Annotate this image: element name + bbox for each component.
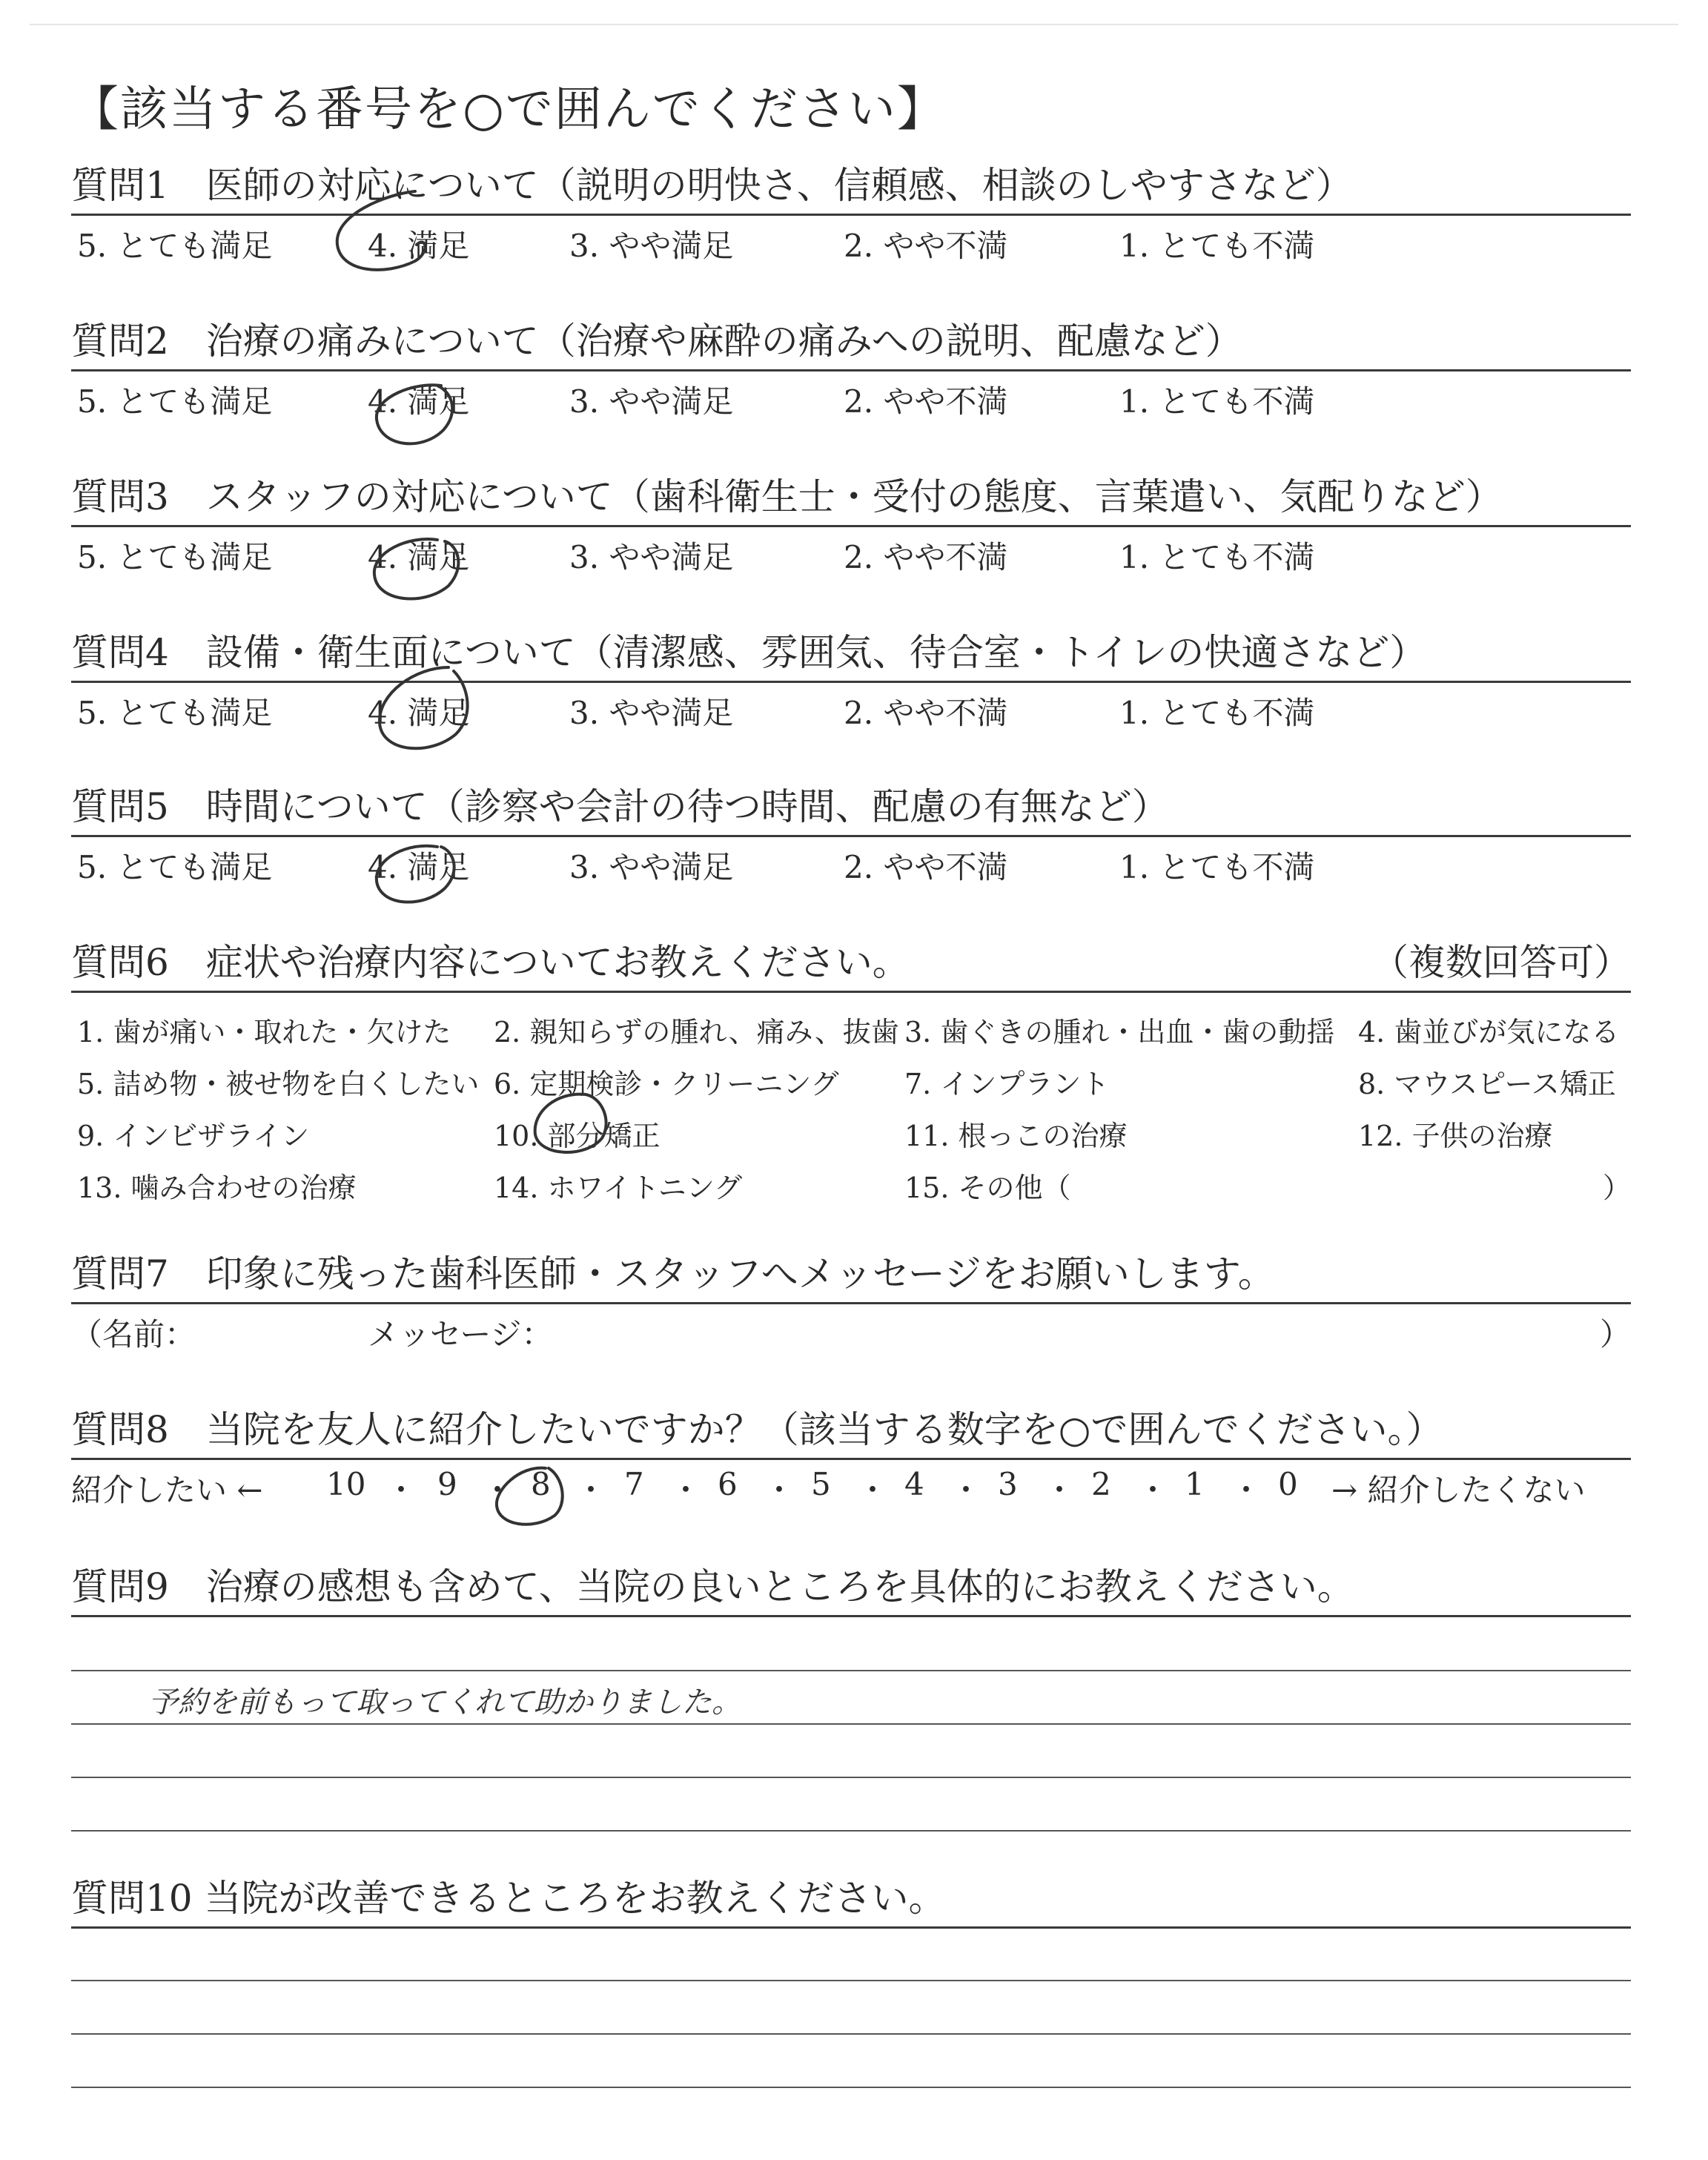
option-1[interactable]: 1. とても不満 (1119, 383, 1315, 420)
question-4-options (71, 683, 1631, 731)
option-2[interactable]: 2. やや不満 (844, 383, 1008, 420)
option-4[interactable]: 4. 満足 (368, 383, 470, 420)
treatment-option[interactable]: 7. インプラント (904, 1068, 1110, 1100)
question-6-heading-row (71, 939, 1631, 986)
scale-dot: ・ (764, 1472, 795, 1508)
scale-dot: ・ (1231, 1472, 1262, 1508)
question-2-heading: 質問2 治療の痛みについて（治療や麻酔の痛みへの説明、配慮など） (71, 320, 1242, 363)
treatment-option[interactable]: 11. 根っこの治療 (904, 1120, 1128, 1152)
question-3-heading: 質問3 スタッフの対応について（歯科衛生士・受付の態度、言葉遣い、気配りなど） (71, 475, 1503, 518)
referral-scale (71, 1460, 1631, 1508)
question-2 (71, 317, 1631, 420)
scale-number[interactable]: 10 (326, 1466, 366, 1502)
scale-number[interactable]: 8 (531, 1466, 551, 1502)
scale-left-label: 紹介したい ← (71, 1472, 263, 1508)
treatment-option[interactable]: 14. ホワイトニング (494, 1172, 743, 1204)
treatment-option[interactable]: 2. 親知らずの腫れ、痛み、抜歯 (494, 1016, 899, 1048)
question-8-heading: 質問8 当院を友人に紹介したいですか？（該当する数字を○で囲んでください。） (71, 1408, 1443, 1451)
answer-line (71, 1830, 1631, 1832)
treatment-option[interactable]: 8. マウスピース矯正 (1358, 1068, 1616, 1100)
answer-line (71, 1980, 1631, 1981)
option-1[interactable]: 1. とても不満 (1119, 228, 1315, 264)
scale-number[interactable]: 1 (1185, 1466, 1205, 1502)
scale-number[interactable]: 7 (624, 1466, 644, 1502)
answer-line (71, 1723, 1631, 1725)
treatment-option[interactable]: 5. 詰め物・被せ物を白くしたい (77, 1068, 480, 1100)
message-field-label[interactable]: メッセージ： (368, 1316, 553, 1353)
scale-dot: ・ (857, 1472, 889, 1508)
option-5[interactable]: 5. とても満足 (77, 228, 273, 264)
question-10-answer-lines (71, 1980, 1631, 2140)
question-6-heading: 質問6 症状や治療内容についてお教えください。 (71, 941, 910, 984)
scale-number[interactable]: 2 (1091, 1466, 1111, 1502)
option-5[interactable]: 5. とても満足 (77, 695, 273, 731)
answer-line (71, 2087, 1631, 2088)
option-5[interactable]: 5. とても満足 (77, 539, 273, 575)
scale-dot: ・ (575, 1472, 607, 1508)
question-5 (71, 783, 1631, 885)
scale-number[interactable]: 9 (437, 1466, 457, 1502)
treatment-option[interactable]: 9. インビザライン (77, 1120, 310, 1152)
option-3[interactable]: 3. やや満足 (569, 383, 734, 420)
scale-number[interactable]: 6 (718, 1466, 738, 1502)
option-3[interactable]: 3. やや満足 (569, 849, 734, 885)
scale-right-label: → 紹介したくない (1331, 1472, 1586, 1508)
question-9-heading: 質問9 治療の感想も含めて、当院の良いところを具体的にお教えください。 (71, 1565, 1354, 1608)
question-9 (71, 1563, 1631, 1617)
scale-number[interactable]: 5 (811, 1466, 831, 1502)
option-5[interactable]: 5. とても満足 (77, 383, 273, 420)
scale-dot: ・ (1044, 1472, 1076, 1508)
scale-dot: ・ (482, 1472, 514, 1508)
question-1-heading: 質問1 医師の対応について（説明の明快さ、信頼感、相談のしやすさなど） (71, 164, 1353, 207)
question-4-heading: 質問4 設備・衛生面について（清潔感、雰囲気、待合室・トイレの快適さなど） (71, 631, 1427, 674)
treatment-option-other[interactable]: 15. その他（ (904, 1172, 1071, 1204)
scale-number[interactable]: 3 (998, 1466, 1018, 1502)
treatment-option[interactable]: 10. 部分矯正 (494, 1120, 661, 1152)
scale-dot: ・ (950, 1472, 982, 1508)
question-8 (71, 1406, 1631, 1508)
option-2[interactable]: 2. やや不満 (844, 228, 1008, 264)
scale-number[interactable]: 4 (904, 1466, 924, 1502)
question-5-options (71, 837, 1631, 885)
option-2[interactable]: 2. やや不満 (844, 849, 1008, 885)
question-10 (71, 1875, 1631, 1929)
option-4[interactable]: 4. 満足 (368, 228, 470, 264)
treatment-option[interactable]: 3. 歯ぐきの腫れ・出血・歯の動揺 (904, 1016, 1335, 1048)
option-4[interactable]: 4. 満足 (368, 695, 470, 731)
name-field-label[interactable]: （名前： (71, 1316, 196, 1353)
question-3 (71, 473, 1631, 575)
form-title: 【該当する番号を○で囲んでください】 (71, 82, 946, 137)
question-9-handwritten-answer: 予約を前もって取ってくれて助かりました。 (148, 1685, 741, 1720)
question-1 (71, 162, 1631, 264)
question-4 (71, 629, 1631, 731)
other-close-paren: ） (1602, 1172, 1631, 1204)
treatment-option[interactable]: 6. 定期検診・クリーニング (494, 1068, 839, 1100)
question-2-options (71, 371, 1631, 420)
scale-dot: ・ (1137, 1472, 1169, 1508)
answer-line (71, 1777, 1631, 1778)
question-10-heading: 質問10 当院が改善できるところをお教えください。 (71, 1877, 946, 1920)
question-5-heading: 質問5 時間について（診察や会計の待つ時間、配慮の有無など） (71, 785, 1169, 828)
option-2[interactable]: 2. やや不満 (844, 539, 1008, 575)
treatment-option[interactable]: 4. 歯並びが気になる (1358, 1016, 1620, 1048)
question-7-heading: 質問7 印象に残った歯科医師・スタッフへメッセージをお願いします。 (71, 1252, 1275, 1295)
option-4[interactable]: 4. 満足 (368, 849, 470, 885)
answer-line (71, 1670, 1631, 1671)
question-1-options (71, 216, 1631, 264)
option-1[interactable]: 1. とても不満 (1119, 849, 1315, 885)
treatment-option[interactable]: 13. 噛み合わせの治療 (77, 1172, 357, 1204)
option-2[interactable]: 2. やや不満 (844, 695, 1008, 731)
message-close-paren: ） (1599, 1316, 1631, 1353)
page-top-edge (30, 24, 1678, 25)
question-6 (71, 939, 1631, 1208)
option-3[interactable]: 3. やや満足 (569, 539, 734, 575)
option-3[interactable]: 3. やや満足 (569, 695, 734, 731)
question-6-options (71, 993, 1631, 1208)
question-7-fields (71, 1304, 1631, 1353)
scale-number[interactable]: 0 (1278, 1466, 1298, 1502)
option-1[interactable]: 1. とても不満 (1119, 539, 1315, 575)
option-3[interactable]: 3. やや満足 (569, 228, 734, 264)
treatment-option[interactable]: 1. 歯が痛い・取れた・欠けた (77, 1016, 451, 1048)
answer-line (71, 2033, 1631, 2035)
treatment-option[interactable]: 12. 子供の治療 (1358, 1120, 1553, 1152)
question-7 (71, 1250, 1631, 1353)
scale-dot: ・ (670, 1472, 702, 1508)
question-3-options (71, 527, 1631, 575)
question-6-note: （複数回答可） (1371, 941, 1631, 984)
option-4[interactable]: 4. 満足 (368, 539, 470, 575)
scale-dot: ・ (385, 1472, 417, 1508)
divider (71, 1926, 1631, 1929)
option-5[interactable]: 5. とても満足 (77, 849, 273, 885)
option-1[interactable]: 1. とても不満 (1119, 695, 1315, 731)
divider (71, 1615, 1631, 1617)
